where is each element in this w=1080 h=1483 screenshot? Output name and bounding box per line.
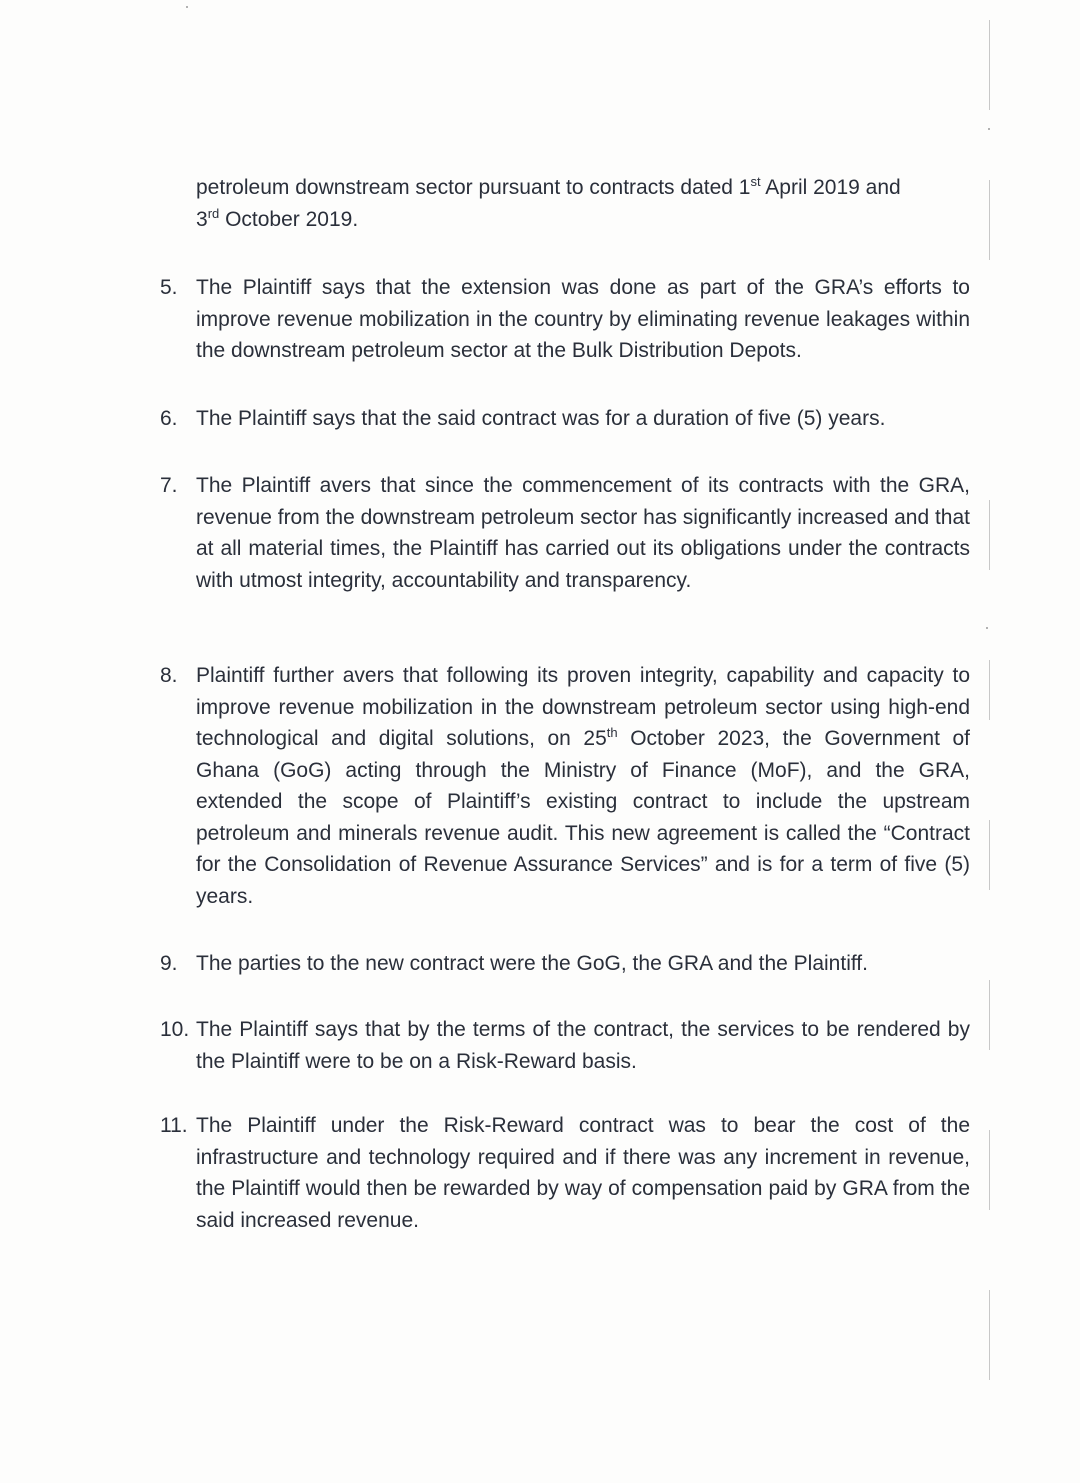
scan-edge-mark	[989, 180, 990, 260]
paragraph-9	[160, 948, 970, 980]
paragraph-text: The parties to the new contract were the GoG, the GRA and the Plaintiff.	[196, 952, 868, 975]
continuation-text-4: October 2019.	[219, 207, 359, 231]
paragraph-text: The Plaintiff under the Risk-Reward contract was to bear the cost of the infrastructure and technology required and if there was any increment in revenue, the Plaintiff would then be rewarded by way of compensation paid by GRA from the said increased revenue.	[196, 1114, 970, 1232]
paragraph-6	[160, 403, 970, 435]
scan-edge-mark	[989, 1290, 990, 1380]
paragraph-number: 10.	[160, 1018, 190, 1041]
paragraph-5	[160, 272, 970, 367]
paragraph-number: 9.	[160, 952, 178, 975]
scan-speck	[986, 627, 988, 629]
scan-edge-mark	[989, 20, 990, 110]
scan-edge-mark	[989, 660, 990, 720]
paragraph-number: 8.	[160, 664, 178, 687]
paragraph-number: 6.	[160, 407, 178, 430]
paragraph-text: The Plaintiff avers that since the commencement of its contracts with the GRA, revenue from the downstream petroleum sector has significantly increased and that at all material times, the Plaintiff has carried out its obligations under the contracts with utmost integrity, accountability and transparency.	[196, 474, 970, 592]
paragraph-7	[160, 470, 970, 596]
scan-edge-mark	[989, 980, 990, 1050]
paragraph-text: The Plaintiff says that the extension was done as part of the GRA’s efforts to improve revenue mobilization in the country by eliminating revenue leakages within the downstream petroleum sector at the Bulk Distribution Depots.	[196, 276, 970, 362]
continuation-text-3: 3	[196, 207, 208, 231]
paragraph-text: The Plaintiff says that the said contract was for a duration of five (5) years.	[196, 407, 886, 430]
scan-edge-mark	[989, 820, 990, 890]
paragraph-4-continuation	[196, 172, 970, 235]
continuation-text-1: petroleum downstream sector pursuant to contracts dated 1	[196, 176, 751, 199]
paragraph-text	[196, 660, 970, 912]
ordinal-suffix: st	[750, 174, 761, 189]
ordinal-suffix: rd	[207, 205, 220, 221]
paragraph-8	[160, 660, 970, 912]
paragraph-11	[160, 1110, 970, 1236]
scan-edge-mark	[989, 1130, 990, 1210]
paragraph-number: 5.	[160, 276, 178, 299]
scan-edge-mark	[989, 500, 990, 570]
paragraph-number: 11.	[160, 1114, 188, 1137]
ordinal-suffix: th	[606, 725, 618, 740]
paragraph-10	[160, 1014, 970, 1077]
paragraph-text-part-b: October 2023, the Government of Ghana (GoG) acting through the Ministry of Finance (MoF), and the GRA, extended the scope of Plaintiff’s existing contract to include the upstream petroleum and minerals revenue audit. This new agreement is called the “Contract for the Consolidation of Revenue Assurance Services” and is for a term of five (5) years.	[196, 727, 970, 908]
paragraph-number: 7.	[160, 474, 178, 497]
paragraph-text: The Plaintiff says that by the terms of the contract, the services to be rendered by the Plaintiff were to be on a Risk-Reward basis.	[196, 1018, 970, 1073]
scan-speck	[988, 128, 990, 130]
scan-speck	[186, 6, 188, 8]
continuation-text-2: April 2019 and	[760, 176, 901, 199]
paragraph-text-part-a: Plaintiff further avers that following its proven integrity, capability and capacity to improve revenue mobilization in the downstream petroleum sector using high-end technological and digital solutions, on 25	[196, 664, 970, 750]
